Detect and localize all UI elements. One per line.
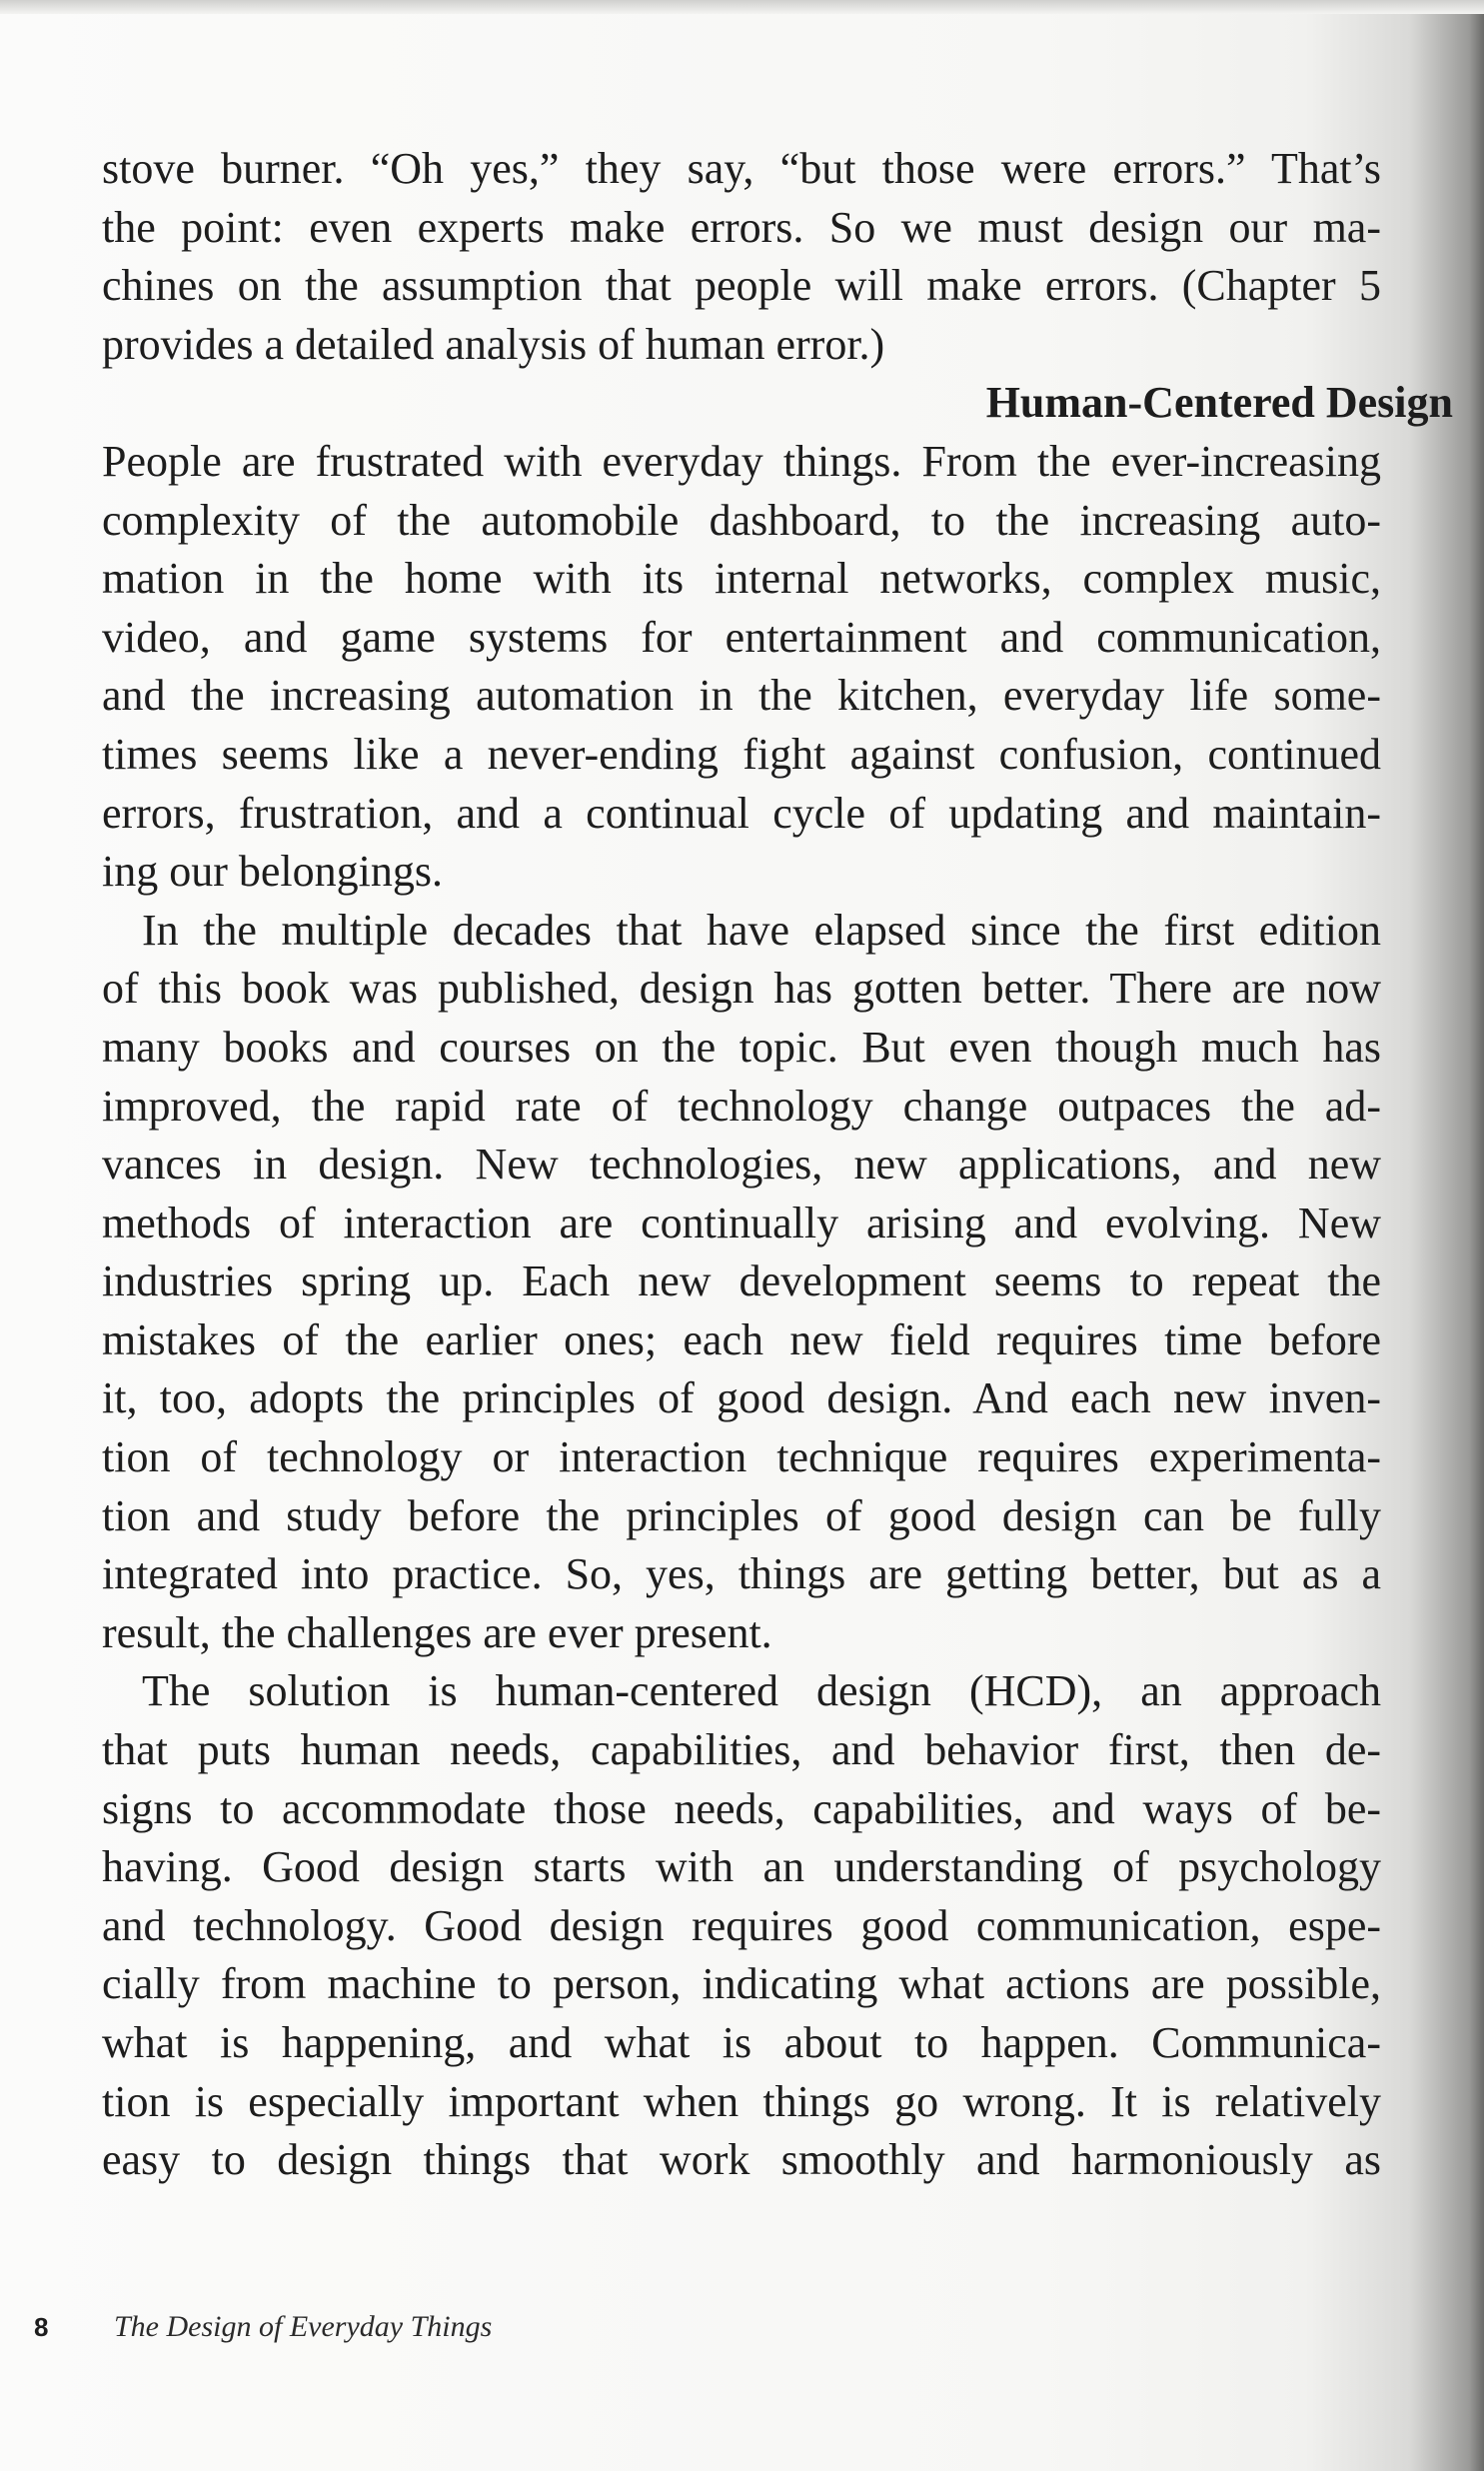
scan-edge xyxy=(0,0,1484,14)
paragraph-1 xyxy=(102,140,1381,374)
text-line: tion of technology or interaction technique requires experimenta- xyxy=(102,1432,1381,1482)
text-line: complexity of the automobile dashboard, to the increasing auto- xyxy=(102,495,1381,545)
text-line: having. Good design starts with an understanding of psychology xyxy=(102,1842,1381,1892)
text-line: ing our belongings. xyxy=(102,847,443,897)
paragraph-2 xyxy=(102,433,1381,902)
text-line: mation in the home with its internal networks, complex music, xyxy=(102,554,1381,604)
text-line: errors, frustration, and a continual cycle of updating and maintain- xyxy=(102,788,1381,838)
text-line: People are frustrated with everyday things. From the ever-increasing xyxy=(102,436,1381,486)
text-line: tion is especially important when things go wrong. It is relatively xyxy=(102,2076,1381,2126)
text-line: provides a detailed analysis of human error.) xyxy=(102,319,885,369)
text-line: video, and game systems for entertainment and communication, xyxy=(102,612,1381,662)
text-line: result, the challenges are ever present. xyxy=(102,1607,772,1657)
text-line: and the increasing automation in the kitchen, everyday life some- xyxy=(102,671,1381,721)
text-line: it, too, adopts the principles of good design. And each new inven- xyxy=(102,1373,1381,1423)
text-line: chines on the assumption that people will make errors. (Chapter 5 xyxy=(102,261,1381,311)
paragraph-3 xyxy=(102,902,1381,1663)
text-line: improved, the rapid rate of technology change outpaces the ad- xyxy=(102,1081,1381,1131)
text-line: methods of interaction are continually arising and evolving. New xyxy=(102,1198,1381,1247)
text-line: mistakes of the earlier ones; each new field requires time before xyxy=(102,1314,1381,1364)
body-text xyxy=(102,140,1453,2190)
running-title: The Design of Everyday Things xyxy=(114,2310,493,2343)
text-line: In the multiple decades that have elapsed since the first edition xyxy=(142,905,1381,955)
text-line: that puts human needs, capabilities, and behavior first, then de- xyxy=(102,1725,1381,1775)
page-number: 8 xyxy=(34,2312,49,2342)
page-footer xyxy=(34,2307,492,2347)
text-line: The solution is human-centered design (HCD), an approach xyxy=(142,1666,1381,1716)
text-line: many books and courses on the topic. But even though much has xyxy=(102,1022,1381,1072)
text-line: signs to accommodate those needs, capabilities, and ways of be- xyxy=(102,1783,1381,1833)
text-line: of this book was published, design has gotten better. There are now xyxy=(102,964,1381,1014)
text-line: stove burner. “Oh yes,” they say, “but those were errors.” That’s xyxy=(102,144,1381,193)
text-line: the point: even experts make errors. So we must design our ma- xyxy=(102,202,1381,252)
text-line: times seems like a never-ending fight against confusion, continued xyxy=(102,729,1381,779)
text-line: cially from machine to person, indicating what actions are possible, xyxy=(102,1959,1381,2009)
text-line: tion and study before the principles of good design can be fully xyxy=(102,1490,1381,1540)
section-heading: Human-Centered Design xyxy=(985,378,1453,428)
text-line: what is happening, and what is about to happen. Communica- xyxy=(102,2018,1381,2067)
text-line: integrated into practice. So, yes, things are getting better, but as a xyxy=(102,1549,1381,1599)
text-line: industries spring up. Each new development seems to repeat the xyxy=(102,1256,1381,1306)
text-line: vances in design. New technologies, new applications, and new xyxy=(102,1140,1381,1190)
paragraph-4 xyxy=(102,1662,1381,2189)
text-line: and technology. Good design requires good communication, espe- xyxy=(102,1900,1381,1950)
text-line: easy to design things that work smoothly and harmoniously as xyxy=(102,2135,1381,2185)
